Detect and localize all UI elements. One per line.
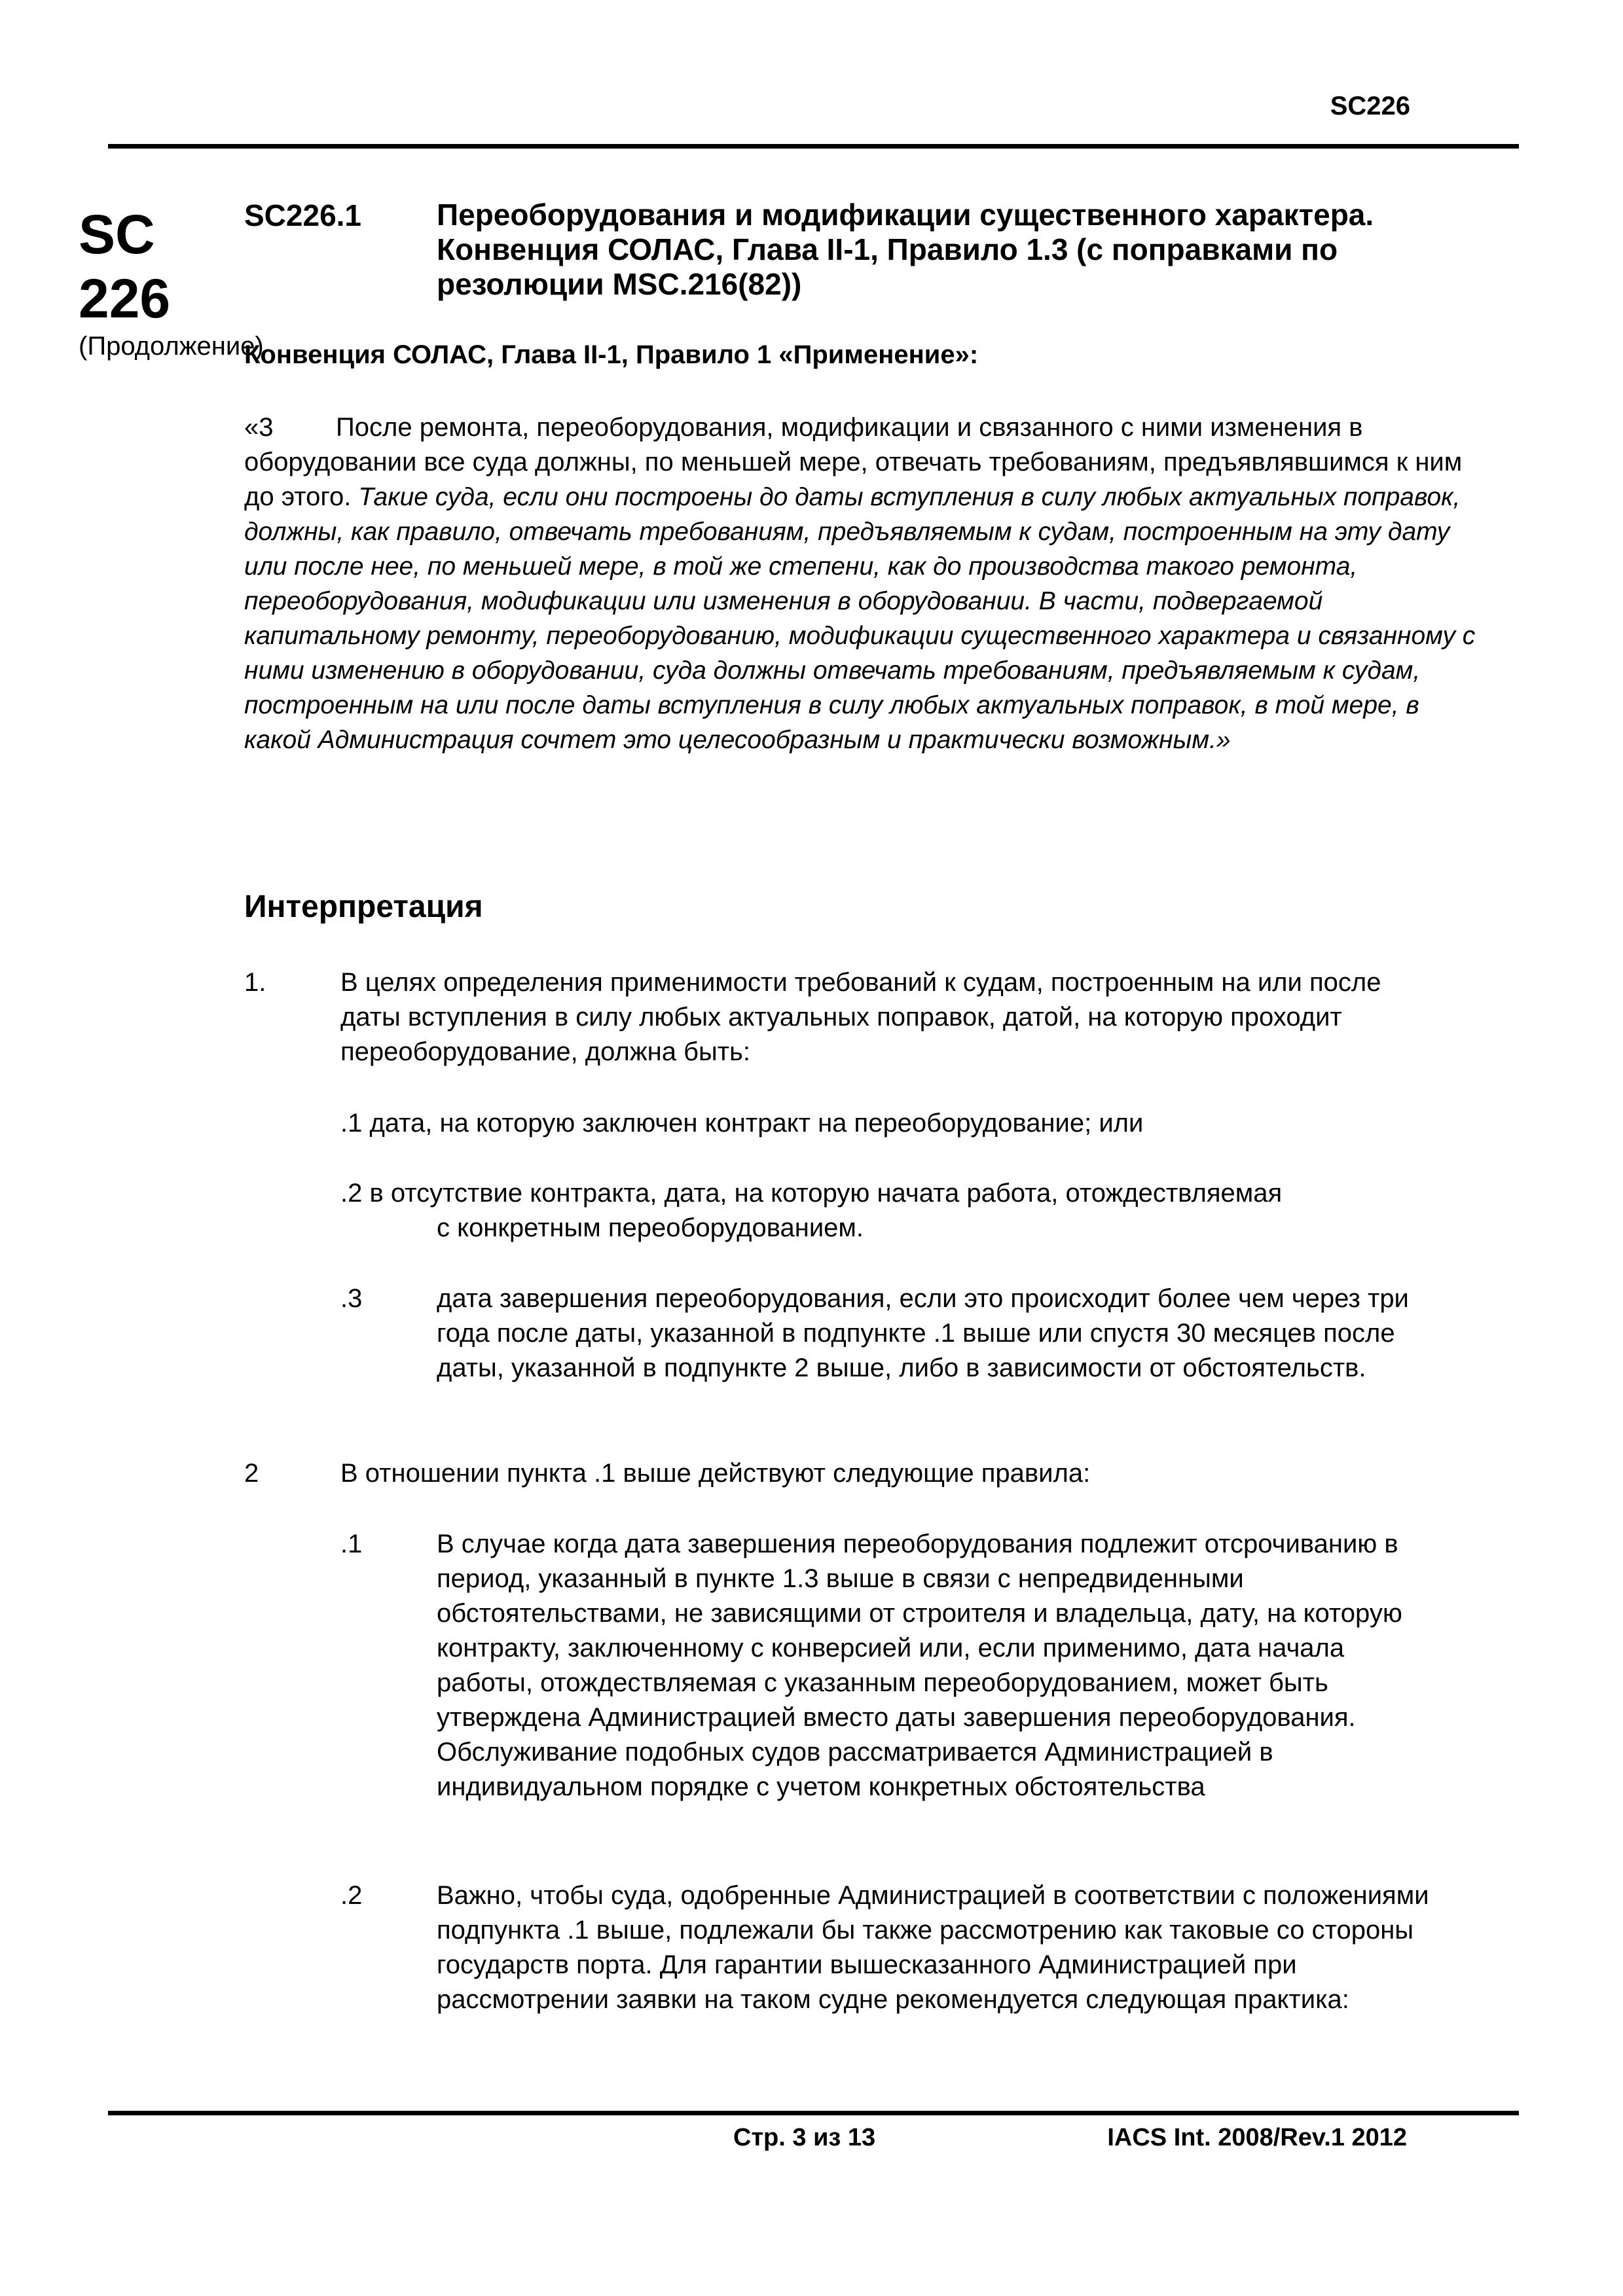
quote-marker: «3 — [244, 413, 274, 442]
quote-regular-text: После ремонта, переоборудования, модификации и связанного с ними изменения в оборудовании все суда должны, по меньшей мере, отвечать требованиям, предъявлявшимся к ним до этого. — [244, 413, 1463, 511]
para-2-sub-2-number: .2 — [340, 1881, 363, 1910]
para-2-sub-1-number: .1 — [340, 1530, 363, 1558]
para-1-number: 1. — [244, 968, 266, 997]
para-2-sub-1-text: В случае когда дата завершения переоборудования подлежит отсрочиванию в период, указанный в пункте 1.3 выше в связи с непредвиденными обстоятельствами, не зависящими от строителя и владельца, дату, на которую контракту, заключенному с конверсией или, если применимо, дата начала работы, отождествляемая с указанным переоборудованием, может быть утверждена Администрацией вместо даты завершения переоборудования. Обслуживание подобных судов рассматривается Администрацией в индивидуальном порядке с учетом конкретных обстоятельства — [437, 1530, 1402, 1801]
para-1-sub-2-cont: с конкретным переоборудованием. — [437, 1213, 864, 1242]
section-number: SC226.1 — [244, 198, 362, 232]
footer-page: Стр. 3 из 13 — [733, 2124, 876, 2151]
quote-italic-text: Такие суда, если они построены до даты вступления в силу любых актуальных поправок, должны, как правило, отвечать требованиям, предъявляемым к судам, построенным на эту дату или после нее, по меньшей мере, в той же степени, как до производства такого ремонта, переоборудования, модификации или изменения в оборудовании. В части, подвергаемой капитальному ремонту, переоборудованию, модификации существенного характера и связанному с ними изменению в оборудовании, суда должны отвечать требованиям, предъявляемым к судам, построенным на или после даты вступления в силу любых актуальных поправок, в той мере, в какой Администрация сочтет это целесообразным и практически возможным.» — [244, 483, 1476, 754]
footer-reference: IACS Int. 2008/Rev.1 2012 — [1107, 2124, 1407, 2151]
sidebar-code-line2: 226 — [79, 268, 171, 329]
para-2-text: В отношении пункта .1 выше действуют следующие правила: — [340, 1459, 1091, 1488]
section-title: Переоборудования и модификации существенного характера. Конвенция СОЛАС, Глава II-1, Правило 1.3 (с поправками по резолюции MSC.216(82)) — [437, 198, 1374, 301]
interpretation-heading: Интерпретация — [244, 889, 483, 924]
para-1-sub-1: .1 дата, на которую заключен контракт на переоборудование; или — [340, 1109, 1144, 1138]
lead-line: Конвенция СОЛАС, Глава II-1, Правило 1 «Применение»: — [244, 340, 979, 369]
para-2-number: 2 — [244, 1459, 259, 1488]
regulation-quote — [244, 410, 1488, 757]
footer-rule — [108, 2111, 1519, 2115]
header-rule — [108, 144, 1519, 149]
para-1-text: В целях определения применимости требований к судам, построенным на или после даты вступления в силу любых актуальных поправок, датой, на которую проходит переоборудование, должна быть: — [340, 968, 1381, 1066]
para-2-sub-2-text: Важно, чтобы суда, одобренные Администрацией в соответствии с положениями подпункта .1 выше, подлежали бы также рассмотрению как таковые со стороны государств порта. Для гарантии вышесказанного Администрацией при рассмотрении заявки на таком судне рекомендуется следующая практика: — [437, 1881, 1429, 2014]
para-1-sub-2-lead: .2 в отсутствие контракта, дата, на которую начата работа, отождествляемая — [340, 1179, 1283, 1208]
header-code: SC226 — [1330, 92, 1410, 120]
sidebar-code-line1: SC — [79, 204, 155, 265]
para-1-sub-3-text: дата завершения переоборудования, если это происходит более чем через три года после даты, указанной в подпункте .1 выше или спустя 30 месяцев после даты, указанной в подпункте 2 выше, либо в зависимости от обстоятельств. — [437, 1284, 1409, 1382]
sidebar-continued: (Продолжение) — [79, 332, 264, 361]
para-1-sub-3-number: .3 — [340, 1284, 363, 1313]
